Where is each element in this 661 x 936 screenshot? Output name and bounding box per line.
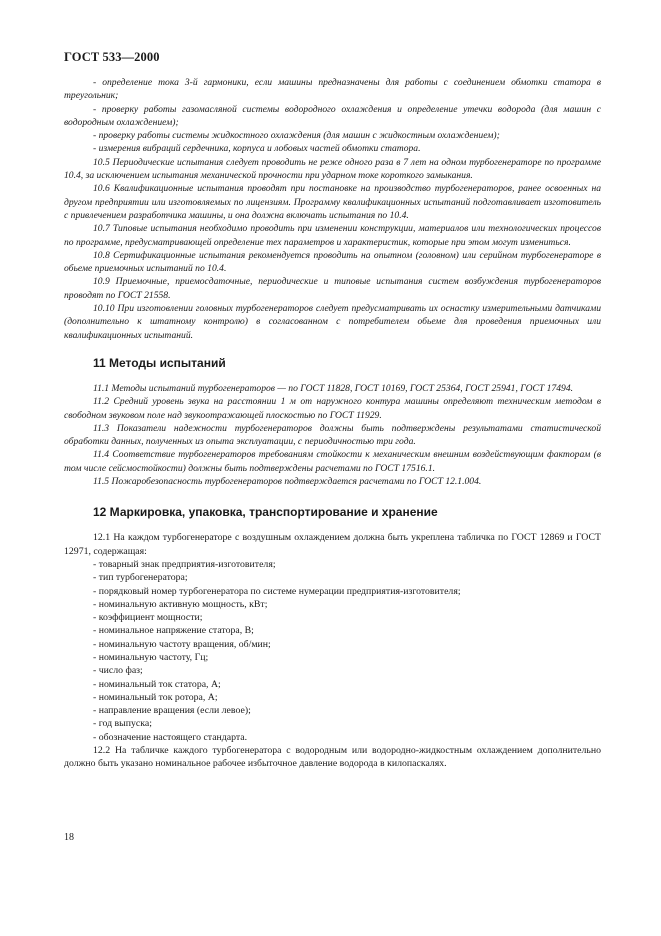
clause-11-4: 11.4 Соответствие турбогенераторов требованиям стойкости к механическим внешним воздействующим факторам (в том числе сейсмостойкости) должны быть подтверждены расчетами по ГОСТ 17516.1. — [64, 449, 601, 474]
top-list-item: - измерения вибраций сердечника, корпуса и лобовых частей обмотки статора. — [93, 143, 421, 155]
clause-10-10: 10.10 При изготовлении головных турбогенераторов следует предусматривать их оснастку измерительными датчиками (дополнительно к штатному контролю) в согласованном с потребителем обьеме для проведения приемочных или квалификационных испытаний. — [64, 303, 601, 341]
section-12-title: 12 Маркировка, упаковка, транспортирование и хранение — [93, 505, 438, 520]
clause-10-5: 10.5 Периодические испытания следует проводить не реже одного раза в 7 лет на одном турбогенераторе по программе 10.4, за исключением испытания механической прочности при ударном токе короткого замыкания. — [64, 156, 601, 182]
list-item: - направление вращения (если левое); — [93, 705, 251, 717]
page-number: 18 — [64, 832, 74, 843]
list-item: - номинальное напряжение статора, В; — [93, 625, 254, 637]
clauses-10 — [64, 156, 601, 342]
list-item: - номинальную активную мощность, кВт; — [93, 598, 268, 610]
clause-10-8: 10.8 Сертификационные испытания рекомендуется проводить на опытном (головном) или серийном турбогенераторе в обьеме приемочных испытаний по 10.4. — [64, 249, 601, 275]
clause-10-7: 10.7 Типовые испытания необходимо проводить при изменении конструкции, материалов или технологических процессов по программе, предусматривающей определение тех параметров и характеристик, которые при этом могут измениться. — [64, 223, 601, 248]
clause-11-2: 11.2 Средний уровень звука на расстоянии 1 м от наружного контура машины определяют техническим методом в свободном звуковом поле над звукоотражающей плоскостью по ГОСТ 11929. — [64, 396, 601, 421]
list-item: - год выпуска; — [93, 718, 152, 730]
top-list-item: - проверку работы газомасляной системы водородного охлаждения и определение утечки водорода (для машин с водородным охлаждением); — [64, 103, 601, 128]
nameplate-list — [64, 558, 601, 744]
clause-11-3: 11.3 Показатели надежности турбогенераторов должны быть подтверждены результатами статистической обработки данных, полученных из опыта эксплуатации, с периодичностью три года. — [64, 422, 601, 448]
clause-12-2: 12.2 На табличке каждого турбогенератора с водородным или водородно-жидкостным охлаждением дополнительно должно быть указано номинальное рабочее избыточное давление водорода в килопаскалях. — [64, 745, 601, 770]
list-item: - число фаз; — [93, 665, 143, 677]
list-item: - номинальную частоту вращения, об/мин; — [93, 638, 271, 650]
list-item: - тип турбогенератора; — [93, 572, 188, 584]
list-item: - номинальный ток ротора, А; — [93, 691, 218, 703]
top-list-item: - проверку работы системы жидкостного охлаждения (для машин с жидкостным охлаждением); — [93, 130, 500, 142]
clause-10-6: 10.6 Квалификационные испытания проводят при постановке на производство турбогенераторов, ранее освоенных на другом предприятии или изготовляемых по лицензиям. Программу квалификационных испытаний подготавливает изготовитель с привлечением разработчика машины, и она должна включать испытания по 10.4. — [64, 183, 601, 221]
top-list-item: - определение тока 3-й гармоники, если машины предназначены для работы с соединением обмотки статора в треугольник; — [64, 77, 601, 102]
list-item: - обозначение настоящего стандарта. — [93, 731, 248, 743]
section-11-title: 11 Методы испытаний — [93, 355, 226, 370]
clause-12-1-intro: 12.1 На каждом турбогенераторе с воздушным охлаждением должна быть укреплена табличка по ГОСТ 12869 и ГОСТ 12971, содержащая: — [64, 532, 601, 557]
clause-11-5: 11.5 Пожаробезопасность турбогенераторов подтверждается расчетами по ГОСТ 12.1.004. — [93, 476, 482, 488]
top-list — [64, 76, 601, 156]
list-item: - номинальный ток статора, А; — [93, 678, 221, 690]
list-item: - коэффициент мощности; — [93, 612, 203, 624]
document-header: ГОСТ 533—2000 — [64, 50, 160, 64]
list-item: - товарный знак предприятия-изготовителя; — [93, 558, 276, 570]
section-11-body — [64, 382, 601, 488]
list-item: - номинальную частоту, Гц; — [93, 651, 209, 663]
page-content — [64, 76, 601, 771]
list-item: - порядковый номер турбогенератора по системе нумерации предприятия-изготовителя; — [93, 585, 461, 597]
clause-10-9: 10.9 Приемочные, приемосдаточные, периодические и типовые испытания систем возбуждения турбогенераторов проводят по ГОСТ 21558. — [64, 276, 601, 301]
clause-11-1: 11.1 Методы испытаний турбогенераторов — по ГОСТ 11828, ГОСТ 10169, ГОСТ 25364, ГОСТ 25941, ГОСТ 17494. — [93, 382, 574, 394]
section-12-body — [64, 531, 601, 770]
